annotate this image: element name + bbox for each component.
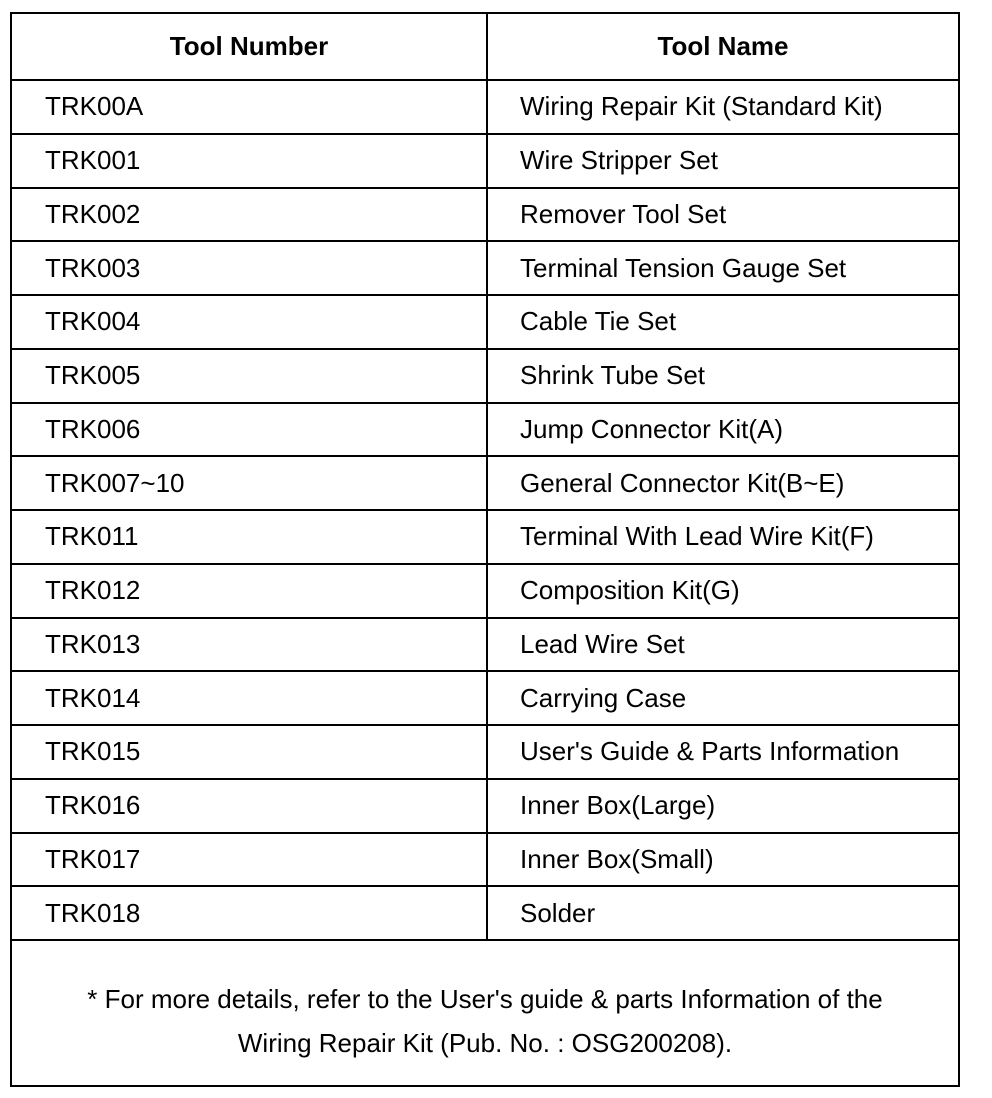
tool-name-cell: General Connector Kit(B~E)	[487, 456, 958, 510]
tool-number-cell: TRK006	[12, 403, 487, 457]
tool-name-cell: Lead Wire Set	[487, 618, 958, 672]
tool-name-cell: Carrying Case	[487, 671, 958, 725]
tool-number-cell: TRK005	[12, 349, 487, 403]
tool-table-frame	[10, 12, 960, 1087]
tool-number-cell: TRK015	[12, 725, 487, 779]
tool-number-cell: TRK017	[12, 833, 487, 887]
tool-name-cell: Remover Tool Set	[487, 188, 958, 242]
tool-name-cell: Jump Connector Kit(A)	[487, 403, 958, 457]
tool-number-cell: TRK012	[12, 564, 487, 618]
tool-number-cell: TRK001	[12, 134, 487, 188]
tool-number-cell: TRK004	[12, 295, 487, 349]
table-row	[12, 241, 958, 295]
table-row	[12, 671, 958, 725]
tool-name-cell: Terminal With Lead Wire Kit(F)	[487, 510, 958, 564]
tool-name-cell: Shrink Tube Set	[487, 349, 958, 403]
table-row	[12, 134, 958, 188]
table-row	[12, 618, 958, 672]
tool-name-cell: Inner Box(Large)	[487, 779, 958, 833]
tool-name-cell: Wiring Repair Kit (Standard Kit)	[487, 80, 958, 134]
tool-name-cell: Composition Kit(G)	[487, 564, 958, 618]
tool-number-cell: TRK016	[12, 779, 487, 833]
table-row	[12, 833, 958, 887]
footnote	[12, 941, 958, 1065]
tool-name-cell: Cable Tie Set	[487, 295, 958, 349]
tool-table	[12, 14, 958, 941]
tool-name-cell: Terminal Tension Gauge Set	[487, 241, 958, 295]
tool-number-cell: TRK013	[12, 618, 487, 672]
table-row	[12, 779, 958, 833]
table-row	[12, 456, 958, 510]
header-tool-number: Tool Number	[12, 14, 487, 80]
table-row	[12, 510, 958, 564]
table-row	[12, 725, 958, 779]
tool-name-cell: Wire Stripper Set	[487, 134, 958, 188]
tool-number-cell: TRK003	[12, 241, 487, 295]
table-row	[12, 349, 958, 403]
table-row	[12, 295, 958, 349]
table-body	[12, 80, 958, 940]
tool-name-cell: User's Guide & Parts Information	[487, 725, 958, 779]
tool-name-cell: Solder	[487, 886, 958, 940]
footnote-line-1: * For more details, refer to the User's guide & parts Information of the	[87, 984, 883, 1014]
header-tool-name: Tool Name	[487, 14, 958, 80]
footnote-line-2: Wiring Repair Kit (Pub. No. : OSG200208).	[237, 1028, 733, 1058]
table-row	[12, 188, 958, 242]
table-row	[12, 564, 958, 618]
tool-number-cell: TRK00A	[12, 80, 487, 134]
tool-number-cell: TRK007~10	[12, 456, 487, 510]
table-row	[12, 886, 958, 940]
tool-number-cell: TRK002	[12, 188, 487, 242]
table-row	[12, 80, 958, 134]
table-row	[12, 403, 958, 457]
table-header-row	[12, 14, 958, 80]
tool-name-cell: Inner Box(Small)	[487, 833, 958, 887]
tool-number-cell: TRK018	[12, 886, 487, 940]
tool-number-cell: TRK014	[12, 671, 487, 725]
tool-number-cell: TRK011	[12, 510, 487, 564]
